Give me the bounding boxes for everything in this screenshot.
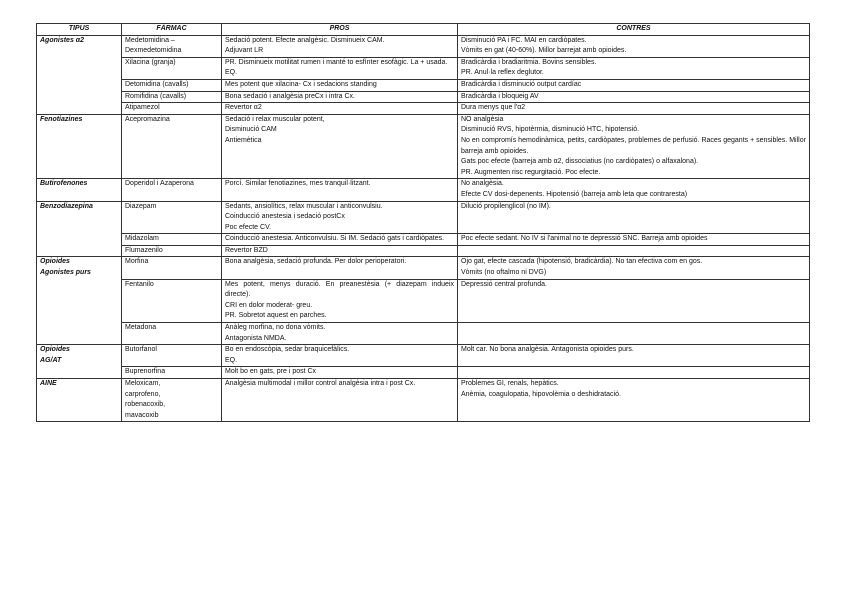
tipus-text: Agonistes purs bbox=[40, 269, 91, 277]
pros-cell bbox=[222, 114, 458, 179]
contres-text: Disminució PA i FC. MAI en cardiòpates. bbox=[461, 36, 587, 44]
farmac-cell bbox=[122, 257, 222, 279]
farmac-text: Fentanilo bbox=[125, 280, 154, 288]
contres-text: Problemes GI, renals, hepàtics. bbox=[461, 380, 559, 387]
tipus-text: Benzodiazepina bbox=[40, 202, 93, 210]
farmac-text: Meloxicam, bbox=[125, 380, 161, 387]
contres-cell bbox=[458, 257, 810, 279]
table-row bbox=[37, 257, 810, 279]
table-row bbox=[37, 379, 810, 422]
farmac-text: robenacoxib, bbox=[125, 401, 166, 409]
farmac-cell bbox=[122, 323, 222, 345]
tipus-cell bbox=[37, 114, 122, 179]
pros-cell bbox=[222, 201, 458, 234]
pros-text: Bona sedació i analgèsia preCx i intra Cx. bbox=[225, 92, 355, 100]
pros-text: Antagonista NMDA. bbox=[225, 334, 287, 342]
farmac-text: Acepromazina bbox=[125, 115, 170, 123]
pros-text: Adjuvant LR bbox=[225, 47, 264, 55]
pros-text: Sedants, ansiolítics, relax muscular i anticonvulsiu. bbox=[225, 202, 383, 210]
pros-text: EQ. bbox=[225, 356, 238, 364]
table-row bbox=[37, 201, 810, 234]
pros-cell bbox=[222, 345, 458, 367]
tipus-text: Fenotiazines bbox=[40, 115, 83, 123]
farmac-text: Metadona bbox=[125, 324, 157, 332]
table-row bbox=[37, 114, 810, 179]
tipus-text: Butirofenones bbox=[40, 180, 88, 188]
contres-text: Bradicàrdia i bloqueig AV bbox=[461, 92, 539, 100]
pros-text: Antiemètica bbox=[225, 136, 262, 144]
contres-text: Gats poc efecte (barreja amb α2, dissociatius (no cardiòpates) o alfaxalona). bbox=[461, 158, 699, 166]
farmac-cell bbox=[122, 57, 222, 79]
farmac-text: Butorfanol bbox=[125, 346, 157, 354]
pros-text: Bona analgèsia, sedació profunda. Per dolor perioperatori. bbox=[225, 258, 407, 266]
contres-cell bbox=[458, 91, 810, 103]
tipus-cell bbox=[37, 179, 122, 201]
table-row bbox=[37, 323, 810, 345]
contres-cell bbox=[458, 367, 810, 379]
tipus-cell bbox=[37, 379, 122, 422]
farmac-cell bbox=[122, 279, 222, 322]
contres-cell bbox=[458, 323, 810, 345]
contres-cell bbox=[458, 201, 810, 234]
drug-table bbox=[36, 23, 810, 422]
pros-text: CRI en dolor moderat- greu. bbox=[225, 301, 313, 309]
pros-text: Mes potent, menys duració. En preanestèsia (+ diazepam indueix directe). bbox=[225, 280, 454, 299]
pros-text: Analgèsia multimodal i millor control analgèsia intra i post Cx. bbox=[225, 380, 416, 387]
table-row bbox=[37, 234, 810, 246]
contres-text: Poc efecte sedant. No IV si l'animal no te depressió SNC. Barreja amb opioides bbox=[461, 235, 708, 243]
table-row bbox=[37, 179, 810, 201]
farmac-text: Dexmedetomidina bbox=[125, 47, 182, 55]
farmac-text: carprofeno, bbox=[125, 390, 161, 398]
contres-cell bbox=[458, 179, 810, 201]
contres-cell bbox=[458, 245, 810, 257]
pros-cell bbox=[222, 323, 458, 345]
farmac-text: Medetomidina – bbox=[125, 36, 175, 44]
farmac-cell bbox=[122, 234, 222, 246]
tipus-cell bbox=[37, 35, 122, 114]
contres-text: Bradicàrdia i bradiaritmia. Bovins sensibles. bbox=[461, 58, 597, 66]
pros-text: Coinducció anestesia i sedació postCx bbox=[225, 213, 345, 221]
contres-cell bbox=[458, 345, 810, 367]
pros-cell bbox=[222, 279, 458, 322]
farmac-text: Morfina bbox=[125, 258, 149, 266]
pros-cell bbox=[222, 57, 458, 79]
pros-text: PR. Disminueix motilitat rumen i manté to esfínter esofàgic. La + usada. bbox=[225, 58, 448, 66]
table-row bbox=[37, 57, 810, 79]
farmac-cell bbox=[122, 201, 222, 234]
contres-text: Vòmits en gat (40-60%). Millor barrejat amb opioides. bbox=[461, 47, 627, 55]
pros-text: Revertor α2 bbox=[225, 104, 262, 112]
contres-text: Depressió central profunda. bbox=[461, 280, 547, 288]
pros-text: Mes potent que xilacina- Cx i sedacions standing bbox=[225, 80, 377, 88]
tipus-cell bbox=[37, 201, 122, 257]
contres-text: Dura menys que l'α2 bbox=[461, 104, 526, 112]
contres-text: Efecte CV dosi-depenents. Hipotensió (barreja amb leta que contraresta) bbox=[461, 190, 688, 198]
table-row bbox=[37, 103, 810, 115]
pros-cell bbox=[222, 234, 458, 246]
pros-text: Sedació i relax muscular potent, bbox=[225, 115, 325, 123]
tipus-text: Agonistes α2 bbox=[40, 36, 85, 44]
header-pros: PROS bbox=[222, 24, 458, 36]
farmac-cell bbox=[122, 79, 222, 91]
farmac-cell bbox=[122, 245, 222, 257]
pros-cell bbox=[222, 179, 458, 201]
table-header-row bbox=[37, 24, 810, 36]
tipus-text: Opioides bbox=[40, 258, 70, 266]
header-farmac: FÀRMAC bbox=[122, 24, 222, 36]
contres-text: No en compromís hemodinàmica, petits, cardiòpates, problemes de perfusió. Races gegants + sensibles. Millor barreja amb opioides. bbox=[461, 136, 806, 155]
farmac-text: Diazepam bbox=[125, 202, 157, 210]
pros-text: Poc efecte CV. bbox=[225, 223, 272, 231]
tipus-cell bbox=[37, 345, 122, 379]
table-row bbox=[37, 367, 810, 379]
table-row bbox=[37, 345, 810, 367]
contres-cell bbox=[458, 57, 810, 79]
tipus-text: AG/AT bbox=[40, 356, 62, 364]
tipus-text: Opioides bbox=[40, 346, 70, 354]
pros-cell bbox=[222, 79, 458, 91]
farmac-cell bbox=[122, 379, 222, 422]
contres-text: Molt car. No bona analgèsia. Antagonista opioides purs. bbox=[461, 346, 634, 354]
farmac-text: Flumazenilo bbox=[125, 246, 163, 254]
pros-cell bbox=[222, 257, 458, 279]
farmac-cell bbox=[122, 103, 222, 115]
table-row bbox=[37, 35, 810, 57]
farmac-text: Atipamezol bbox=[125, 104, 160, 112]
pros-cell bbox=[222, 35, 458, 57]
contres-cell bbox=[458, 279, 810, 322]
farmac-text: mavacoxib bbox=[125, 411, 159, 419]
contres-text: No analgèsia. bbox=[461, 180, 504, 188]
contres-text: Anèmia, coagulopatia, hipovolèmia o deshidratació. bbox=[461, 390, 621, 398]
farmac-cell bbox=[122, 345, 222, 367]
contres-cell bbox=[458, 379, 810, 422]
farmac-text: Xilacina (granja) bbox=[125, 58, 176, 66]
contres-cell bbox=[458, 234, 810, 246]
contres-text: NO analgèsia bbox=[461, 115, 504, 123]
header-tipus: TIPUS bbox=[37, 24, 122, 36]
pros-text: Revertor BZD bbox=[225, 246, 268, 254]
pros-cell bbox=[222, 379, 458, 422]
contres-text: Ojo gat, efecte cascada (hipotensió, bradicàrdia). No tan efectiva com en gos. bbox=[461, 258, 703, 266]
farmac-cell bbox=[122, 35, 222, 57]
table-row bbox=[37, 91, 810, 103]
tipus-cell bbox=[37, 257, 122, 345]
pros-text: Disminució CAM bbox=[225, 126, 277, 134]
farmac-text: Midazolam bbox=[125, 235, 159, 243]
pros-text: Anàleg morfina, no dona vòmits. bbox=[225, 324, 326, 332]
table-body bbox=[37, 35, 810, 422]
contres-cell bbox=[458, 79, 810, 91]
farmac-text: Detomidina (cavalls) bbox=[125, 80, 189, 88]
farmac-cell bbox=[122, 367, 222, 379]
pros-cell bbox=[222, 91, 458, 103]
pros-text: PR. Sobretot aquest en parches. bbox=[225, 312, 327, 320]
pros-text: Sedació potent. Efecte analgèsic. Disminueix CAM. bbox=[225, 36, 385, 44]
tipus-text: AINE bbox=[40, 380, 57, 387]
farmac-text: Romifidina (cavalls) bbox=[125, 92, 187, 100]
farmac-text: Doperidol i Azaperona bbox=[125, 180, 194, 188]
table-row bbox=[37, 279, 810, 322]
pros-cell bbox=[222, 245, 458, 257]
contres-text: Disminució RVS, hipotèrmia, disminució HTC, hipotensió. bbox=[461, 126, 640, 134]
contres-text: Vòmits (no oftalmo ni DVG) bbox=[461, 269, 547, 277]
farmac-text: Buprenorfina bbox=[125, 368, 166, 376]
table-row bbox=[37, 79, 810, 91]
farmac-cell bbox=[122, 179, 222, 201]
contres-text: PR. Anul·la reflex deglutor. bbox=[461, 69, 544, 77]
farmac-cell bbox=[122, 91, 222, 103]
contres-text: Bradicàrdia i disminució output cardíac bbox=[461, 80, 582, 88]
pros-text: EQ. bbox=[225, 69, 238, 77]
farmac-cell bbox=[122, 114, 222, 179]
contres-text: Dilució propilenglicol (no IM). bbox=[461, 202, 551, 210]
table-row bbox=[37, 245, 810, 257]
pros-text: Porcí. Similar fenotiazines, mes tranquil·litzant. bbox=[225, 180, 371, 188]
pros-text: Coinducció anestesia. Anticonvulsiu. Si IM. Sedació gats i cardiòpates. bbox=[225, 235, 445, 243]
pros-text: Molt bo en gats, pre i post Cx bbox=[225, 368, 317, 376]
contres-cell bbox=[458, 114, 810, 179]
contres-text: PR. Augmenten risc regurgitació. Poc efecte. bbox=[461, 168, 601, 176]
pros-text: Bo en endoscòpia, sedar braquicefàlics. bbox=[225, 346, 350, 354]
header-contres: CONTRES bbox=[458, 24, 810, 36]
contres-cell bbox=[458, 35, 810, 57]
pros-cell bbox=[222, 103, 458, 115]
pros-cell bbox=[222, 367, 458, 379]
contres-cell bbox=[458, 103, 810, 115]
